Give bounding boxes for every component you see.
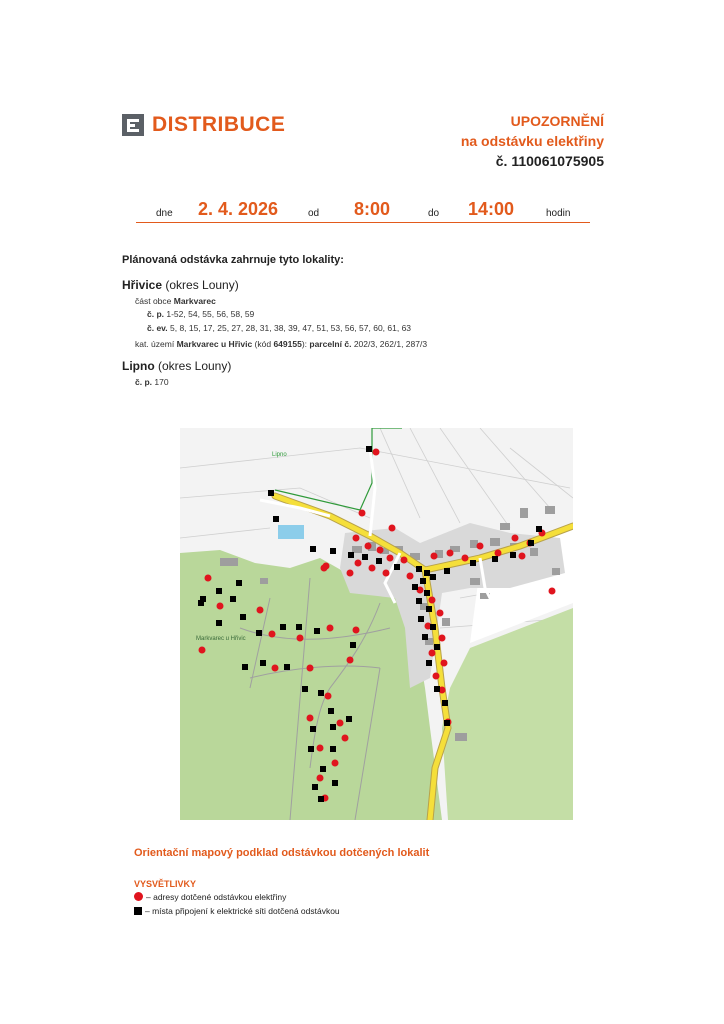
location-name: Hřivice — [122, 278, 163, 292]
cp2-label: č. p. — [135, 377, 153, 387]
map-label-markvarec: Markvarec u Hřivic — [196, 636, 246, 642]
cp-line — [147, 309, 254, 319]
outage-date: 2. 4. 2026 — [198, 199, 279, 219]
map-label-lipno: Lipno — [272, 452, 287, 458]
ce-label: č. ev. — [147, 323, 168, 333]
label-from: od — [308, 208, 320, 219]
time-to: 14:00 — [468, 199, 515, 219]
legend-black — [134, 906, 340, 916]
legend-title: VYSVĚTLIVKY — [134, 879, 197, 889]
cez-logo-icon — [122, 114, 144, 136]
red-dot-icon — [134, 892, 143, 901]
map-caption: Orientační mapový podklad odstávkou dotčených lokalit — [134, 847, 430, 859]
label-day: dne — [156, 208, 173, 219]
legend-red — [134, 892, 286, 902]
parc-label: parcelní č. — [309, 339, 352, 349]
notice-block — [461, 111, 604, 171]
logo-text: DISTRIBUCE — [152, 113, 286, 136]
kat-code-suffix: ): — [301, 339, 310, 349]
kat-name: Markvarec u Hřivic — [176, 339, 253, 349]
cp2-values: 170 — [152, 377, 169, 387]
intro-text: Plánovaná odstávka zahrnuje tyto lokality: — [122, 254, 344, 266]
outage-map — [180, 428, 573, 820]
pond — [278, 525, 304, 539]
notice-title: UPOZORNĚNÍ — [510, 113, 604, 129]
label-hours: hodin — [546, 208, 571, 219]
time-from: 8:00 — [354, 199, 391, 219]
cp-values: 1-52, 54, 55, 56, 58, 59 — [164, 309, 255, 319]
legend-red-text: – adresy dotčené odstávkou elektřiny — [146, 892, 287, 902]
label-to: do — [428, 208, 440, 219]
notice-subtitle: na odstávku elektřiny — [460, 133, 604, 149]
ce-line — [147, 323, 411, 333]
ce-values: 5, 8, 15, 17, 25, 27, 28, 31, 38, 39, 47, 51, 53, 56, 57, 60, 61, 63 — [167, 323, 412, 333]
legend-black-text: – místa připojení k elektrické síti dotčená odstávkou — [145, 906, 340, 916]
part-label: část obce — [135, 296, 174, 306]
kat-code-prefix: (kód — [252, 339, 274, 349]
cp-label: č. p. — [147, 309, 165, 319]
outage-date-row — [136, 198, 590, 223]
parc-values: 202/3, 262/1, 287/3 — [351, 339, 428, 349]
part-name: Markvarec — [173, 296, 216, 306]
black-square-icon — [134, 907, 142, 915]
location-district: (okres Louny) — [162, 278, 239, 292]
cp2-line — [135, 377, 169, 387]
location-district: (okres Louny) — [154, 359, 232, 373]
location-lipno — [122, 359, 231, 373]
kat-prefix: kat. území — [135, 339, 177, 349]
kat-line — [135, 339, 427, 349]
notice-number: č. 110061075905 — [495, 153, 604, 169]
location-hrivice — [122, 278, 239, 292]
map-graphic — [180, 428, 573, 820]
location-name: Lipno — [122, 359, 155, 373]
kat-code: 649155 — [273, 339, 302, 349]
part-line — [135, 296, 216, 306]
